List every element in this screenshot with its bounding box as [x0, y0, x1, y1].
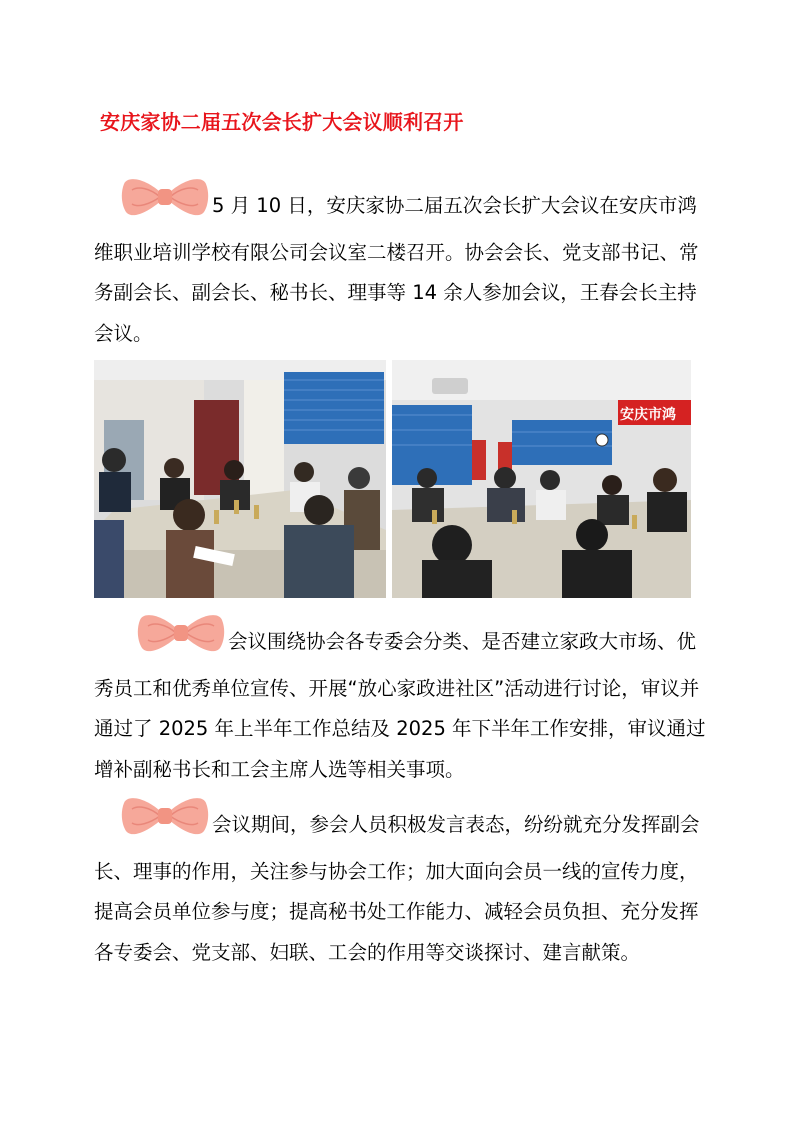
paragraph-1-text: 5 月 10 日，安庆家协二届五次会长扩大会议在安庆市鸿维职业培训学校有限公司会议室二楼召开。协会会长、党支部书记、常务副会长、副会长、秘书长、理事等 14 余人参加会议，王春会长主持会议。: [94, 194, 699, 345]
paragraph-1: [94, 176, 714, 354]
article-title: 安庆家协二届五次会长扩大会议顺利召开: [100, 110, 464, 134]
paragraph-2-text: 会议围绕协会各专委会分类、是否建立家政大市场、优秀员工和优秀单位宣传、开展“放心家政进社区”活动进行讨论，审议并通过了 2025 年上半年工作总结及 2025 年下半年工作安排，审议通过增补副秘书长和工会主席人选等相关事项。: [94, 630, 706, 781]
bow-tie-icon: [120, 795, 210, 852]
meeting-photo-right: [392, 360, 691, 598]
paragraph-3: [94, 795, 714, 973]
meeting-photo-left: [94, 360, 386, 598]
banner-text: 安庆市鸿: [620, 407, 676, 423]
paragraph-3-text: 会议期间，参会人员积极发言表态，纷纷就充分发挥副会长、理事的作用，关注参与协会工作；加大面向会员一线的宣传力度，提高会员单位参与度；提高秘书处工作能力、减轻会员负担、充分发挥各专委会、党支部、妇联、工会的作用等交谈探讨、建言献策。: [94, 813, 700, 964]
bow-tie-icon: [120, 176, 210, 233]
paragraph-2: [94, 612, 714, 790]
bow-tie-icon: [136, 612, 226, 669]
